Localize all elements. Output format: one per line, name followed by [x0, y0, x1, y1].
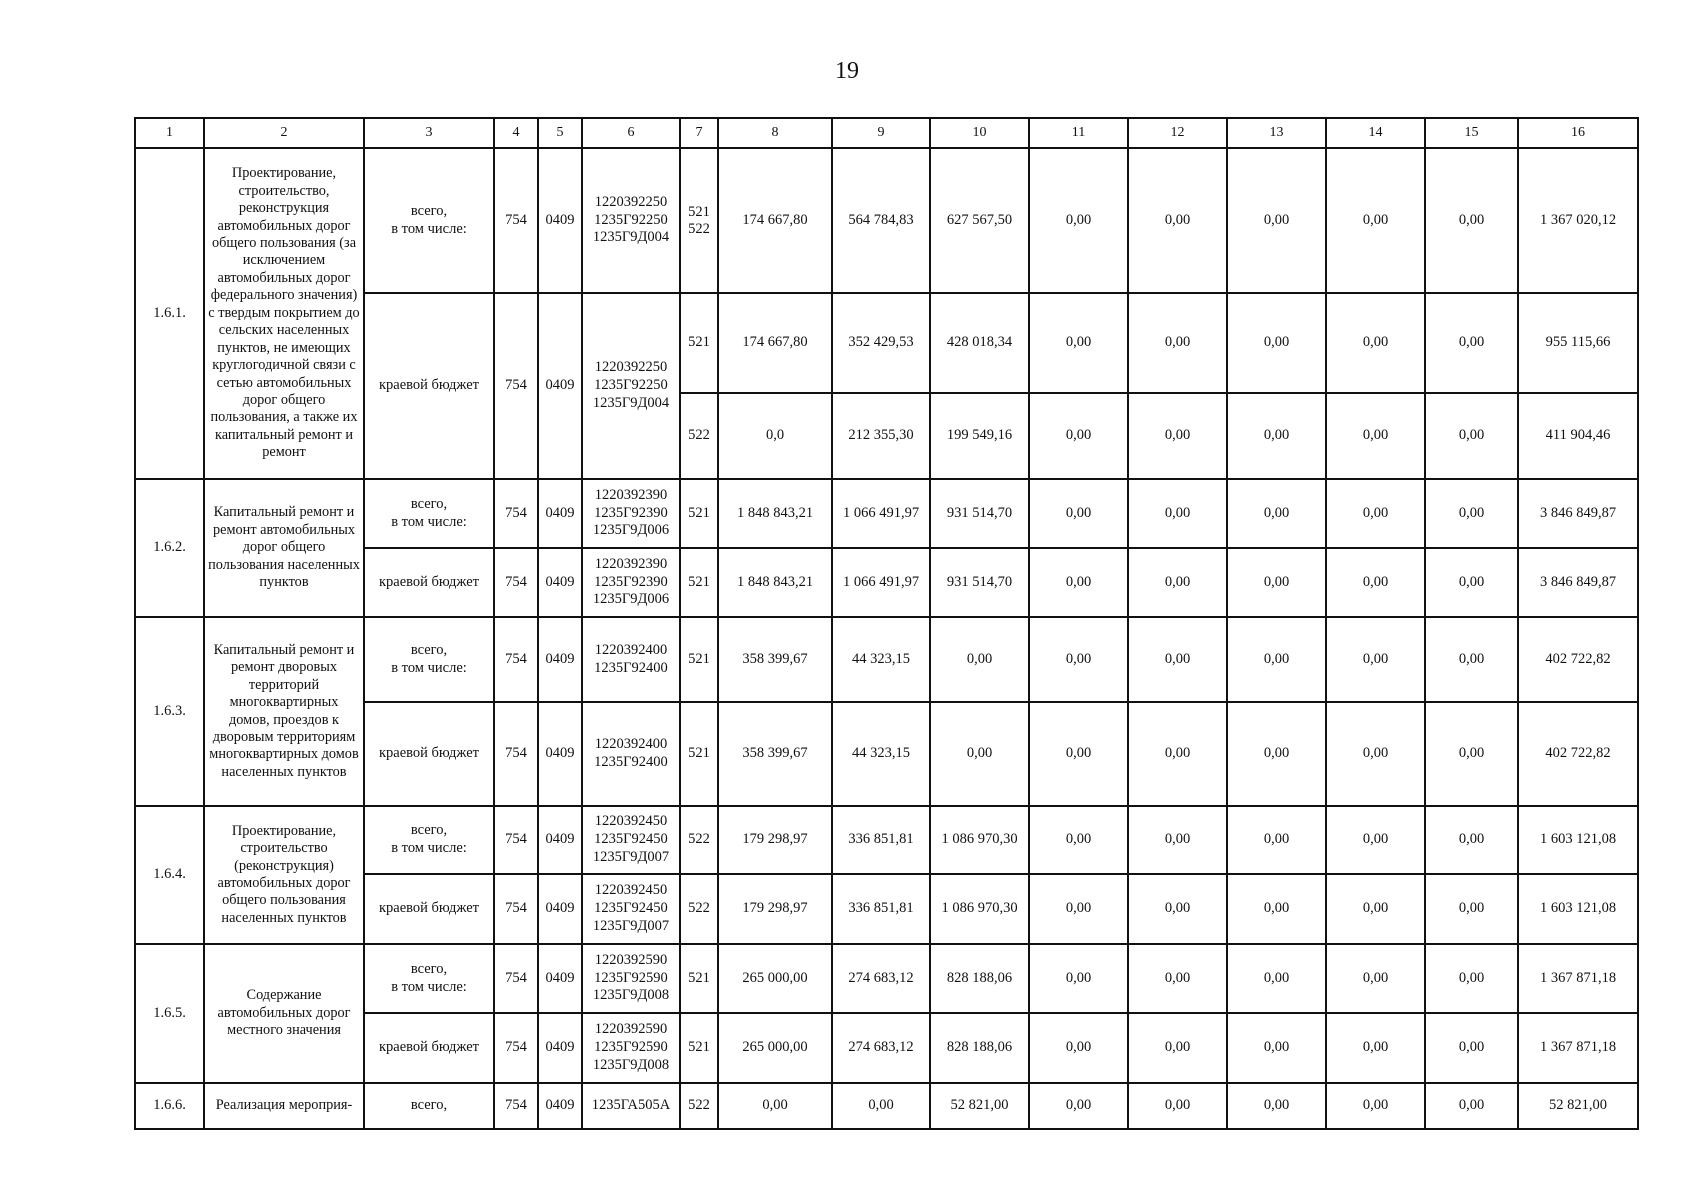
cell: 0409 [538, 806, 582, 874]
amount: 265 000,00 [718, 944, 832, 1013]
amount: 0,00 [1326, 1013, 1425, 1083]
amount: 0,00 [1227, 1083, 1326, 1129]
header-row [135, 118, 1638, 148]
amount: 0,00 [1227, 944, 1326, 1013]
cell: 754 [494, 874, 538, 944]
amount: 0,00 [1425, 148, 1518, 293]
budget-code: 1220392250 1235Г92250 1235Г9Д004 [582, 148, 680, 293]
table-row [135, 944, 1638, 1013]
page-number: 19 [835, 58, 859, 84]
amount: 0,00 [1326, 393, 1425, 479]
amount-total: 1 367 020,12 [1518, 148, 1638, 293]
funding-source: всего, в том числе: [364, 148, 494, 293]
cell: 0409 [538, 1013, 582, 1083]
funding-source: краевой бюджет [364, 548, 494, 617]
amount: 0,00 [1128, 293, 1227, 393]
amount: 0,00 [1326, 806, 1425, 874]
amount: 0,00 [1029, 548, 1128, 617]
amount-total: 411 904,46 [1518, 393, 1638, 479]
col-header: 6 [582, 118, 680, 148]
expense-type: 522 [680, 806, 718, 874]
item-number: 1.6.4. [135, 806, 204, 944]
col-header: 11 [1029, 118, 1128, 148]
amount: 352 429,53 [832, 293, 930, 393]
col-header: 9 [832, 118, 930, 148]
amount: 174 667,80 [718, 293, 832, 393]
amount: 0,00 [1029, 874, 1128, 944]
cell: 0409 [538, 874, 582, 944]
amount: 1 086 970,30 [930, 874, 1029, 944]
amount-total: 1 603 121,08 [1518, 806, 1638, 874]
amount: 828 188,06 [930, 944, 1029, 1013]
item-description: Реализация мероприя- [204, 1083, 364, 1129]
amount: 0,00 [1128, 148, 1227, 293]
item-number: 1.6.6. [135, 1083, 204, 1129]
cell: 754 [494, 148, 538, 293]
amount: 274 683,12 [832, 1013, 930, 1083]
col-header: 1 [135, 118, 204, 148]
amount: 336 851,81 [832, 874, 930, 944]
col-header: 10 [930, 118, 1029, 148]
cell: 754 [494, 702, 538, 806]
amount: 0,00 [1128, 944, 1227, 1013]
amount: 358 399,67 [718, 702, 832, 806]
col-header: 7 [680, 118, 718, 148]
amount: 0,00 [832, 1083, 930, 1129]
amount: 0,00 [930, 702, 1029, 806]
expense-type: 521 [680, 1013, 718, 1083]
amount: 0,00 [1425, 874, 1518, 944]
amount: 0,00 [1227, 148, 1326, 293]
cell: 754 [494, 293, 538, 479]
amount: 0,00 [1326, 617, 1425, 702]
cell: 0409 [538, 548, 582, 617]
expense-type: 521 [680, 293, 718, 393]
amount: 0,00 [1128, 617, 1227, 702]
table-row [135, 148, 1638, 293]
amount-total: 402 722,82 [1518, 702, 1638, 806]
col-header: 13 [1227, 118, 1326, 148]
budget-code: 1220392250 1235Г92250 1235Г9Д004 [582, 293, 680, 479]
amount: 0,00 [1425, 293, 1518, 393]
amount: 0,00 [930, 617, 1029, 702]
cell: 754 [494, 1083, 538, 1129]
amount: 0,00 [1029, 1083, 1128, 1129]
table-row [135, 806, 1638, 874]
amount: 179 298,97 [718, 874, 832, 944]
amount-total: 1 367 871,18 [1518, 944, 1638, 1013]
amount: 0,00 [1326, 1083, 1425, 1129]
budget-code: 1220392400 1235Г92400 [582, 617, 680, 702]
amount: 212 355,30 [832, 393, 930, 479]
item-number: 1.6.2. [135, 479, 204, 617]
amount: 564 784,83 [832, 148, 930, 293]
amount: 0,00 [1227, 393, 1326, 479]
col-header: 14 [1326, 118, 1425, 148]
amount: 0,00 [1029, 1013, 1128, 1083]
amount-total: 1 367 871,18 [1518, 1013, 1638, 1083]
amount: 0,00 [1029, 944, 1128, 1013]
item-description: Проектирование, строительство, реконструкция автомобильных дорог общего пользования (за исключением автомобильных дорог федерального значения) с твердым покрытием до сельских населенных пунктов, не имеющих круглогодичной связи с сетью автомобильных дорог общего пользования, а также их капитальный ремонт и ремонт [204, 148, 364, 479]
expense-type: 521 [680, 479, 718, 548]
cell: 0409 [538, 479, 582, 548]
amount: 0,00 [1227, 874, 1326, 944]
budget-code: 1220392400 1235Г92400 [582, 702, 680, 806]
amount: 174 667,80 [718, 148, 832, 293]
cell: 0409 [538, 293, 582, 479]
col-header: 4 [494, 118, 538, 148]
amount: 199 549,16 [930, 393, 1029, 479]
amount: 0,00 [1227, 1013, 1326, 1083]
amount: 0,00 [1128, 806, 1227, 874]
amount: 1 066 491,97 [832, 548, 930, 617]
amount: 0,00 [1425, 944, 1518, 1013]
funding-source: всего, в том числе: [364, 617, 494, 702]
funding-source: всего, в том числе: [364, 806, 494, 874]
funding-source: краевой бюджет [364, 702, 494, 806]
item-number: 1.6.5. [135, 944, 204, 1083]
cell: 0409 [538, 944, 582, 1013]
amount: 0,00 [1425, 548, 1518, 617]
amount-total: 955 115,66 [1518, 293, 1638, 393]
table-row [135, 479, 1638, 548]
cell: 754 [494, 944, 538, 1013]
cell: 754 [494, 806, 538, 874]
amount: 0,00 [1326, 479, 1425, 548]
amount: 0,00 [1425, 702, 1518, 806]
amount: 179 298,97 [718, 806, 832, 874]
amount: 0,00 [1029, 393, 1128, 479]
amount: 0,00 [1227, 702, 1326, 806]
amount: 0,00 [1128, 393, 1227, 479]
col-header: 16 [1518, 118, 1638, 148]
amount: 0,00 [1425, 617, 1518, 702]
amount: 0,00 [1326, 874, 1425, 944]
amount: 627 567,50 [930, 148, 1029, 293]
expense-type: 522 [680, 393, 718, 479]
cell: 754 [494, 479, 538, 548]
amount: 0,00 [1029, 806, 1128, 874]
amount: 1 848 843,21 [718, 548, 832, 617]
amount: 0,00 [1425, 479, 1518, 548]
item-description: Проектирование, строительство (реконструкция) автомобильных дорог общего пользования населенных пунктов [204, 806, 364, 944]
table-row [135, 1083, 1638, 1129]
amount: 52 821,00 [930, 1083, 1029, 1129]
expense-type: 522 [680, 874, 718, 944]
funding-source: краевой бюджет [364, 1013, 494, 1083]
cell: 0409 [538, 148, 582, 293]
amount: 274 683,12 [832, 944, 930, 1013]
amount-total: 402 722,82 [1518, 617, 1638, 702]
amount: 0,00 [1128, 702, 1227, 806]
budget-code: 1220392390 1235Г92390 1235Г9Д006 [582, 479, 680, 548]
funding-source: всего, в том числе: [364, 479, 494, 548]
amount: 0,00 [1326, 148, 1425, 293]
amount: 1 066 491,97 [832, 479, 930, 548]
budget-code: 1220392590 1235Г92590 1235Г9Д008 [582, 1013, 680, 1083]
amount: 0,00 [1128, 548, 1227, 617]
col-header: 3 [364, 118, 494, 148]
amount: 358 399,67 [718, 617, 832, 702]
item-description: Капитальный ремонт и ремонт дворовых территорий многоквартирных домов, проездов к дворовым территориям многоквартирных домов населенных пунктов [204, 617, 364, 806]
amount: 828 188,06 [930, 1013, 1029, 1083]
item-description: Содержание автомобильных дорог местного значения [204, 944, 364, 1083]
amount: 0,00 [1326, 944, 1425, 1013]
amount-total: 3 846 849,87 [1518, 548, 1638, 617]
col-header: 15 [1425, 118, 1518, 148]
amount: 0,00 [1425, 393, 1518, 479]
amount: 1 848 843,21 [718, 479, 832, 548]
budget-code: 1220392450 1235Г92450 1235Г9Д007 [582, 874, 680, 944]
funding-source: краевой бюджет [364, 293, 494, 479]
amount: 1 086 970,30 [930, 806, 1029, 874]
amount: 0,00 [1227, 293, 1326, 393]
expense-type: 521 [680, 702, 718, 806]
amount: 0,0 [718, 393, 832, 479]
amount: 0,00 [1029, 617, 1128, 702]
funding-source: всего, [364, 1083, 494, 1129]
amount: 0,00 [1425, 806, 1518, 874]
amount: 0,00 [1326, 702, 1425, 806]
amount: 0,00 [1326, 293, 1425, 393]
amount: 0,00 [1227, 548, 1326, 617]
col-header: 8 [718, 118, 832, 148]
expense-type: 522 [680, 1083, 718, 1129]
amount: 0,00 [1425, 1083, 1518, 1129]
amount: 0,00 [1029, 148, 1128, 293]
funding-source: всего, в том числе: [364, 944, 494, 1013]
amount: 0,00 [1029, 702, 1128, 806]
amount: 0,00 [1227, 479, 1326, 548]
col-header: 12 [1128, 118, 1227, 148]
amount: 0,00 [718, 1083, 832, 1129]
col-header: 5 [538, 118, 582, 148]
amount: 0,00 [1029, 479, 1128, 548]
budget-code: 1220392590 1235Г92590 1235Г9Д008 [582, 944, 680, 1013]
amount: 265 000,00 [718, 1013, 832, 1083]
amount: 0,00 [1029, 293, 1128, 393]
amount: 0,00 [1425, 1013, 1518, 1083]
amount: 0,00 [1128, 479, 1227, 548]
budget-code: 1235ГА505А [582, 1083, 680, 1129]
cell: 0409 [538, 702, 582, 806]
expense-type: 521 522 [680, 148, 718, 293]
cell: 754 [494, 617, 538, 702]
cell: 0409 [538, 617, 582, 702]
amount-total: 52 821,00 [1518, 1083, 1638, 1129]
amount: 44 323,15 [832, 702, 930, 806]
cell: 754 [494, 1013, 538, 1083]
expense-type: 521 [680, 617, 718, 702]
funding-source: краевой бюджет [364, 874, 494, 944]
amount: 0,00 [1326, 548, 1425, 617]
cell: 0409 [538, 1083, 582, 1129]
item-number: 1.6.3. [135, 617, 204, 806]
amount: 931 514,70 [930, 548, 1029, 617]
amount: 931 514,70 [930, 479, 1029, 548]
amount: 0,00 [1227, 617, 1326, 702]
amount-total: 3 846 849,87 [1518, 479, 1638, 548]
item-number: 1.6.1. [135, 148, 204, 479]
budget-code: 1220392450 1235Г92450 1235Г9Д007 [582, 806, 680, 874]
expense-type: 521 [680, 548, 718, 617]
table-row [135, 617, 1638, 702]
amount: 428 018,34 [930, 293, 1029, 393]
amount: 0,00 [1128, 874, 1227, 944]
amount: 0,00 [1227, 806, 1326, 874]
amount-total: 1 603 121,08 [1518, 874, 1638, 944]
amount: 44 323,15 [832, 617, 930, 702]
amount: 0,00 [1128, 1083, 1227, 1129]
amount: 336 851,81 [832, 806, 930, 874]
col-header: 2 [204, 118, 364, 148]
expense-type: 521 [680, 944, 718, 1013]
budget-table [134, 117, 1639, 1130]
cell: 754 [494, 548, 538, 617]
amount: 0,00 [1128, 1013, 1227, 1083]
item-description: Капитальный ремонт и ремонт автомобильных дорог общего пользования населенных пунктов [204, 479, 364, 617]
budget-code: 1220392390 1235Г92390 1235Г9Д006 [582, 548, 680, 617]
